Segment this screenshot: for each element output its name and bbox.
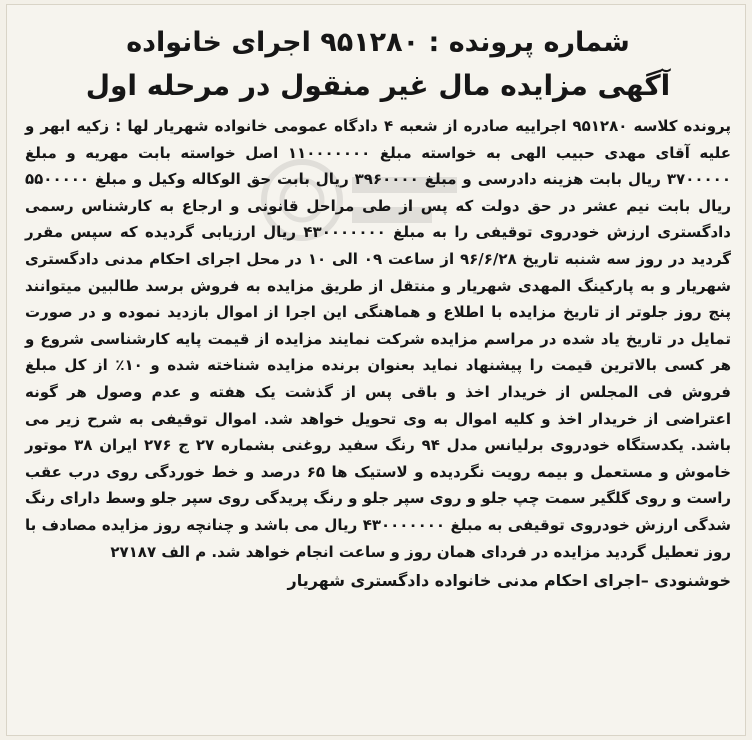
auction-notice xyxy=(25,23,731,727)
newspaper-clipping xyxy=(6,4,746,736)
case-number-heading: شماره پرونده : ۹۵۱۲۸۰ اجرای خانواده xyxy=(126,27,630,58)
notice-title: آگهی مزایده مال غیر منقول در مرحله اول xyxy=(85,69,671,102)
notice-body: پرونده کلاسه ۹۵۱۲۸۰ اجراییه صادره از شعبه ۴ دادگاه عمومی خانواده شهریار لها : زکیه ابهر و علیه آقای مهدی حبیب الهی به خواسته مبلغ ۱۱۰۰۰۰۰۰۰ اصل خواسته بابت مهریه و مبلغ ۳۷۰۰۰۰۰ ریال بابت هزینه دادرسی و مبلغ ۳۹۶۰۰۰۰ ریال بابت حق الوکاله وکیل و مبلغ ۵۵۰۰۰۰۰ ریال بابت نیم عشر در حق دولت که پس از طی مراحل قانونی و ارجاع به کارشناس رسمی دادگستری ارزش خودروی توقیفی را به مبلغ ۴۳۰۰۰۰۰۰۰ ریال ارزیابی گردیده که سپس مقرر گردید در روز سه شنبه تاریخ ۹۶/۶/۲۸ از ساعت ۰۹ الی ۱۰ در محل اجرای احکام مدنی دادگستری شهریار و به پارکینگ المهدی شهریار و منتقل از طریق مزایده به فروش برسد طالبین میتوانند پنج روز جلوتر از تاریخ مزایده با اطلاع و هماهنگی این اجرا از اموال بازدید نموده و در صورت تمایل در تاریخ یاد شده در مراسم مزایده شرکت نمایند مزایده از قیمت پایه کارشناسی شروع و هر کسی بالاترین قیمت را پیشنهاد نماید بعنوان برنده مزایده شناخته شده و ۱۰٪ از کل مبلغ فروش فی المجلس از خریدار اخذ و باقی پس از گذشت یک هفته و عدم وصول هر گونه اعتراضی از خریدار اخذ و کلیه اموال به وی تحویل خواهد شد. اموال توقیفی به شرح زیر می باشد. یکدستگاه خودروی برلیانس مدل ۹۴ رنگ سفید روغنی بشماره ۲۷ ج ۲۷۶ ایران ۳۸ موتور خاموش و مستعمل و بیمه رویت نگردیده و لاستیک ها ۶۵ درصد و خط خوردگی روی درب عقب راست و روی گلگیر سمت چپ جلو و روی سپر جلو و رنگ پریدگی روی سپر جلو وسط دارای رنگ شدگی ارزش خودروی توقیفی به مبلغ ۴۳۰۰۰۰۰۰۰ ریال می باشد و چنانچه روز مزایده مصادف با روز تعطیل گردید مزایده در فردای همان روز و ساعت انجام خواهد شد. م الف ۲۷۱۸۷ xyxy=(25,117,732,561)
notice-signature: خوشنودی –اجرای احکام مدنی خانواده دادگستری شهریار xyxy=(287,571,731,591)
